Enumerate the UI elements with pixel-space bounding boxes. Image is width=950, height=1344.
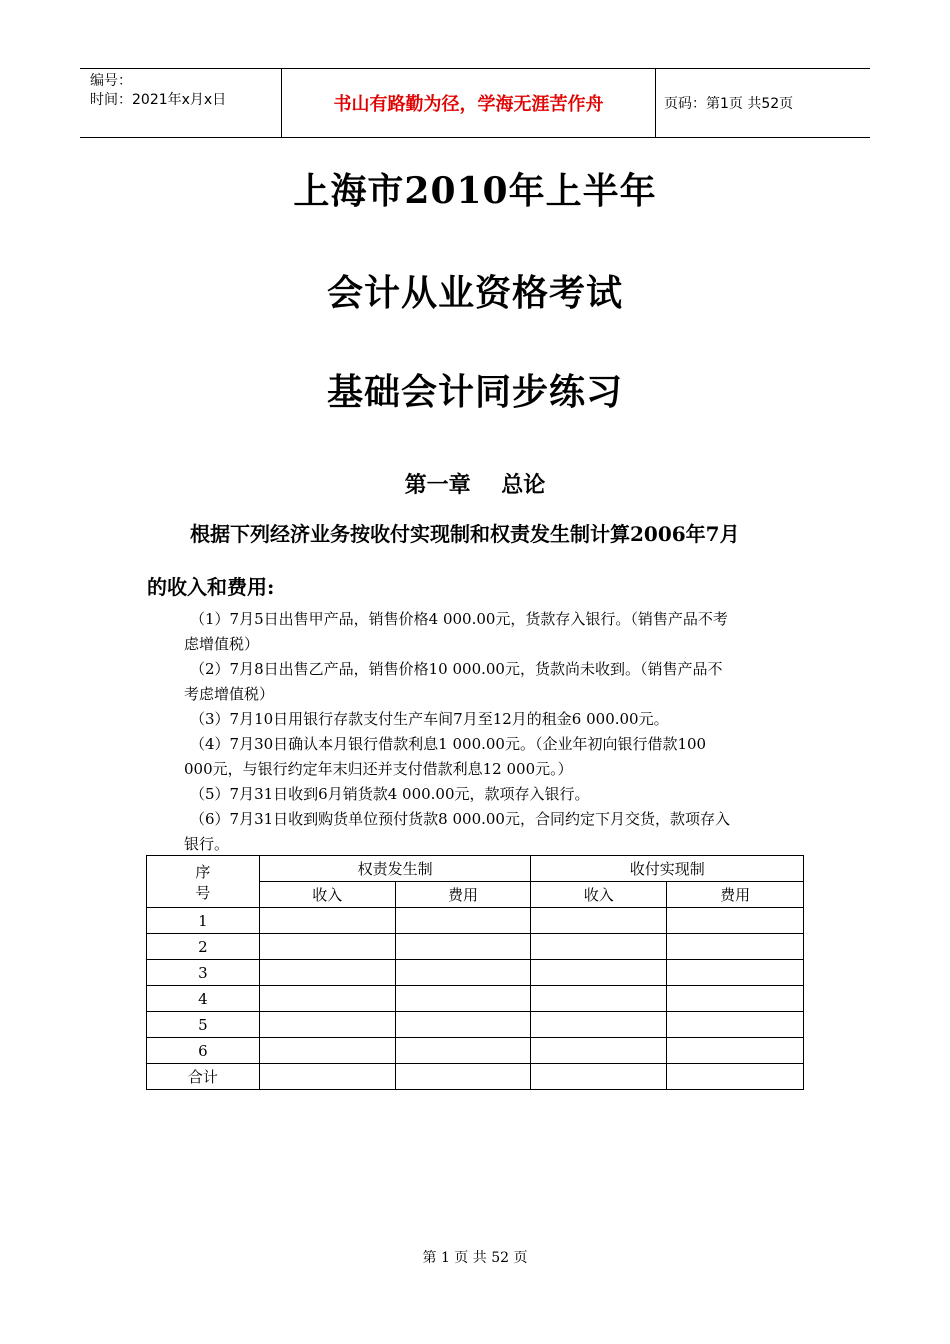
table-row: 2 [147,934,804,960]
time-label: 时间：2021年x月x日 [90,92,227,108]
header-motto: 书山有路勤为径，学海无涯苦作舟 [281,69,656,137]
accrual-expense-header: 费用 [395,882,531,908]
list-item: （3）7月10日用银行存款支付生产车间7月至12月的租金6 000.00元。 [190,710,669,728]
table-row: 5 [147,1012,804,1038]
title-line-2: 会计从业资格考试 [326,272,623,314]
header-box [80,68,870,138]
list-item: （5）7月31日收到6月销货款4 000.00元，款项存入银行。 [190,785,590,803]
accrual-basis-header: 权责发生制 [259,856,531,882]
cash-income-header: 收入 [531,882,667,908]
table-row: 1 [147,908,804,934]
lead-line-1: 根据下列经济业务按收付实现制和权责发生制计算2006年7月 [190,522,740,546]
table-row: 6 [147,1038,804,1064]
list-item: （2）7月8日出售乙产品，销售价格10 000.00元，货款尚未收到。（销售产品不 考虑增值税） [184,660,723,703]
chapter-heading: 第一章 总论 [404,472,546,498]
table-row: 4 [147,986,804,1012]
title-line-3: 基础会计同步练习 [326,371,623,413]
transaction-list [184,607,810,857]
number-label: 编号： [90,73,132,89]
accrual-income-header: 收入 [259,882,395,908]
header-page-label: 页码：第1页 共52页 [664,96,794,112]
list-item: （6）7月31日收到购货单位预付货款8 000.00元，合同约定下月交货，款项存入 银行。 [184,810,730,853]
table-header-row [147,856,804,882]
seq-header: 序 号 [147,856,260,908]
page-footer: 第 1 页 共 52 页 [422,1250,528,1266]
cash-basis-header: 收付实现制 [531,856,804,882]
cash-expense-header: 费用 [667,882,804,908]
header-meta [80,69,280,137]
answer-table [146,855,804,1090]
table-row: 3 [147,960,804,986]
lead-line-2: 的收入和费用: [147,575,275,599]
list-item: （4）7月30日确认本月银行借款利息1 000.00元。（企业年初向银行借款100 000元，与银行约定年末归还并支付借款利息12 000元。） [184,735,707,778]
table-total-row: 合计 [147,1064,804,1090]
list-item: （1）7月5日出售甲产品，销售价格4 000.00元，货款存入银行。（销售产品不考 虑增值税） [184,610,728,653]
title-line-1: 上海市2010年上半年 [293,170,657,212]
